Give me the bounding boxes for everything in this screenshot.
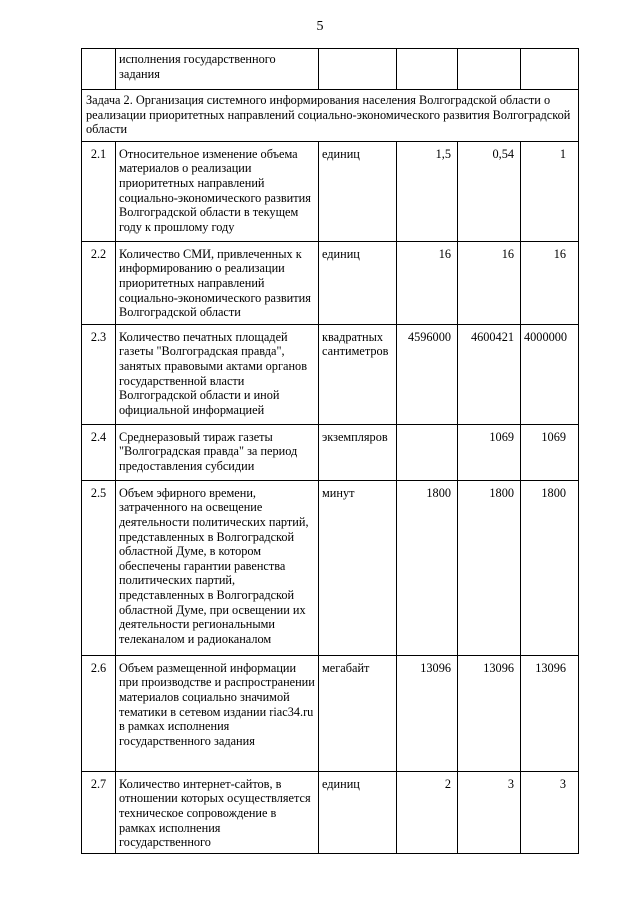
- unit-cell: единиц: [319, 771, 397, 853]
- value-cell-3: 13096: [521, 655, 579, 771]
- value-cell-2: [458, 49, 521, 90]
- value-cell-3: 1069: [521, 424, 579, 480]
- unit-cell: единиц: [319, 141, 397, 241]
- table-row: [82, 241, 579, 324]
- value-cell-2: 16: [458, 241, 521, 324]
- value-cell-1: 1800: [397, 480, 458, 655]
- table-row: [82, 141, 579, 241]
- value-cell-2: 4600421: [458, 324, 521, 424]
- table-row-continuation: [82, 49, 579, 90]
- row-number-cell: 2.4: [82, 424, 116, 480]
- indicator-name-cell: Количество интернет-сайтов, в отношении которых осуществляется техническое сопровождение в рамках исполнения государственного: [116, 771, 319, 853]
- task-header-row: [82, 90, 579, 142]
- row-number-cell: 2.6: [82, 655, 116, 771]
- indicator-name-cell: исполнения государственного задания: [116, 49, 319, 90]
- value-cell-3: 3: [521, 771, 579, 853]
- value-cell-1: [397, 49, 458, 90]
- table-row: [82, 424, 579, 480]
- value-cell-2: 13096: [458, 655, 521, 771]
- indicator-name-cell: Количество печатных площадей газеты "Волгоградская правда", занятых правовыми актами органов государственной власти Волгоградской области и иной официальной информацией: [116, 324, 319, 424]
- unit-cell: единиц: [319, 241, 397, 324]
- value-cell-1: 13096: [397, 655, 458, 771]
- value-cell-3: [521, 49, 579, 90]
- indicator-name-cell: Количество СМИ, привлеченных к информированию о реализации приоритетных направлений социально-экономического развития Волгоградской области: [116, 241, 319, 324]
- unit-cell: квадратных сантиметров: [319, 324, 397, 424]
- unit-cell: экземпляров: [319, 424, 397, 480]
- value-cell-3: 1800: [521, 480, 579, 655]
- value-cell-2: 1800: [458, 480, 521, 655]
- value-cell-1: [397, 424, 458, 480]
- table-row: [82, 480, 579, 655]
- row-number-cell: [82, 49, 116, 90]
- indicators-table: [81, 48, 579, 854]
- page-number: 5: [316, 19, 324, 34]
- unit-cell: [319, 49, 397, 90]
- row-number-cell: 2.3: [82, 324, 116, 424]
- value-cell-2: 3: [458, 771, 521, 853]
- row-number-cell: 2.1: [82, 141, 116, 241]
- table-row: [82, 655, 579, 771]
- value-cell-1: 2: [397, 771, 458, 853]
- indicator-name-cell: Среднеразовый тираж газеты "Волгоградская правда" за период предоставления субсидии: [116, 424, 319, 480]
- value-cell-3: 16: [521, 241, 579, 324]
- table-row: [82, 324, 579, 424]
- indicator-name-cell: Объем эфирного времени, затраченного на освещение деятельности политических партий, представленных в Волгоградской областной Думе, в котором обеспечены гарантии равенства политических партий, представленных в Волгоградской областной Думе, при освещении их деятельности региональными телеканалом и радиоканалом: [116, 480, 319, 655]
- table-row: [82, 771, 579, 853]
- value-cell-1: 1,5: [397, 141, 458, 241]
- indicator-name-cell: Относительное изменение объема материалов о реализации приоритетных направлений социально-экономического развития Волгоградской области в текущем году к прошлому году: [116, 141, 319, 241]
- value-cell-1: 16: [397, 241, 458, 324]
- indicator-name-cell: Объем размещенной информации при производстве и распространении материалов социально значимой тематики в сетевом издании riac34.ru в рамках исполнения государственного задания: [116, 655, 319, 771]
- value-cell-3: 4000000: [521, 324, 579, 424]
- value-cell-2: 0,54: [458, 141, 521, 241]
- task-title: Задача 2. Организация системного информирования населения Волгоградской области о реализации приоритетных направлений социально-экономического развития Волгоградской области: [82, 90, 579, 142]
- value-cell-3: 1: [521, 141, 579, 241]
- row-number-cell: 2.2: [82, 241, 116, 324]
- unit-cell: минут: [319, 480, 397, 655]
- unit-cell: мегабайт: [319, 655, 397, 771]
- row-number-cell: 2.7: [82, 771, 116, 853]
- value-cell-1: 4596000: [397, 324, 458, 424]
- row-number-cell: 2.5: [82, 480, 116, 655]
- value-cell-2: 1069: [458, 424, 521, 480]
